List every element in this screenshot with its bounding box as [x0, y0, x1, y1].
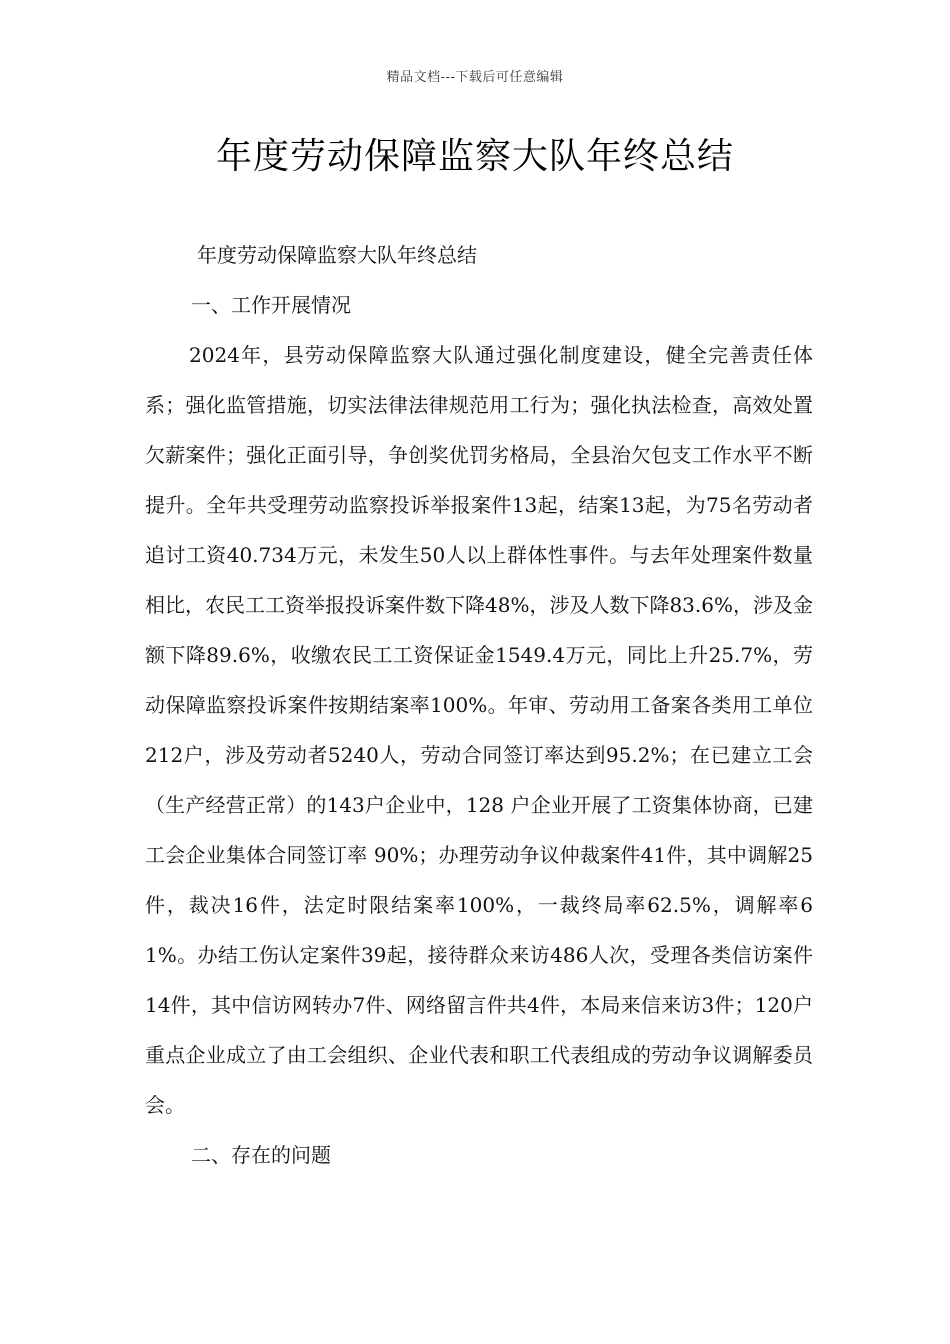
section-heading-2: 二、存在的问题: [191, 1143, 331, 1167]
section-1-paragraph: 2024年，县劳动保障监察大队通过强化制度建设，健全完善责任体系；强化监管措施，切实法律法律规范用工行为；强化执法检查，高效处置欠薪案件；强化正面引导，争创奖优罚劣格局，全县治欠包支工作水平不断提升。全年共受理劳动监察投诉举报案件13起，结案13起，为75名劳动者追讨工资40.734万元，未发生50人以上群体性事件。与去年处理案件数量相比，农民工工资举报投诉案件数下降48%，涉及人数下降83.6%，涉及金额下降89.6%，收缴农民工工资保证金1549.4万元，同比上升25.7%，劳动保障监察投诉案件按期结案率100%。年审、劳动用工备案各类用工单位212户，涉及劳动者5240人，劳动合同签订率达到95.2%；在已建立工会（生产经营正常）的143户企业中，128 户企业开展了工资集体协商，已建工会企业集体合同签订率 90%；办理劳动争议仲裁案件41件，其中调解25件，裁决16件，法定时限结案率100%，一裁终局率62.5%，调解率61%。办结工伤认定案件39起，接待群众来访486人次，受理各类信访案件14件，其中信访网转办7件、网络留言件共4件，本局来信来访3件；120户重点企业成立了由工会组织、企业代表和职工代表组成的劳动争议调解委员会。: [145, 343, 813, 1117]
document-title: 年度劳动保障监察大队年终总结: [215, 136, 734, 177]
section-heading-1: 一、工作开展情况: [191, 293, 351, 317]
header-note: 精品文档---下载后可任意编辑: [386, 70, 564, 85]
document-subtitle: 年度劳动保障监察大队年终总结: [197, 243, 477, 267]
document-body: [145, 230, 813, 1180]
